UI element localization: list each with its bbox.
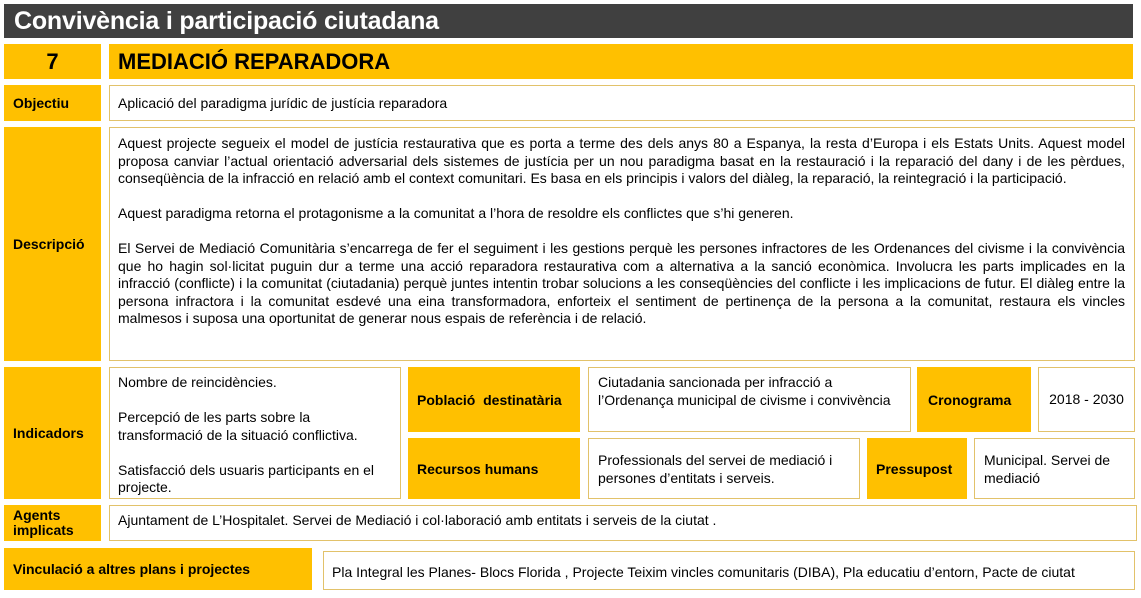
descripcio-paragraph: Aquest paradigma retorna el protagonisme a la comunitat a l’hora de resoldre els conflictes que s’hi generen. — [118, 205, 794, 221]
objectiu-value: Aplicació del paradigma jurídic de justícia reparadora — [109, 85, 1135, 121]
cronograma-value: 2018 - 2030 — [1038, 367, 1135, 432]
page-title: Convivència i participació ciutadana — [4, 4, 1133, 38]
indicador-item: Percepció de les parts sobre la transformació de la situació conflictiva. — [118, 409, 358, 443]
descripcio-text — [109, 127, 1135, 361]
project-number: 7 — [4, 44, 101, 79]
indicadors-label: Indicadors — [4, 367, 101, 499]
recursos-value: Professionals del servei de mediació i persones d’entitats i serveis. — [588, 438, 860, 499]
indicadors-list — [109, 367, 401, 499]
agents-value: Ajuntament de L’Hospitalet. Servei de Mediació i col·laboració amb entitats i serveis de la ciutat . — [109, 505, 1137, 541]
vinculacio-label: Vinculació a altres plans i projectes — [4, 548, 312, 590]
descripcio-label: Descripció — [4, 127, 101, 361]
recursos-label: Recursos humans — [408, 438, 580, 499]
vinculacio-value: Pla Integral les Planes- Blocs Florida , Projecte Teixim vincles comunitaris (DIBA), Pla educatiu d’entorn, Pacte de ciutat — [323, 551, 1135, 590]
indicador-item: Satisfacció dels usuaris participants en el projecte. — [118, 461, 375, 495]
project-title: MEDIACIÓ REPARADORA — [109, 44, 1133, 79]
descripcio-paragraph: Aquest projecte segueix el model de justícia restaurativa que es porta a terme des dels anys 80 a Espanya, la resta d’Europa i els Estats Units. Aquest model proposa canviar l’actual orientació adversarial dels sistemes de justícia per un nou paradigma basat en la restauració i la reparació del dany i de les pèrdues, conseqüència de la infracció en relació amb el context comunitari. Es basa en els principis i valors del diàleg, la reparació, la reintegració i la participació. — [118, 135, 1125, 186]
objectiu-label: Objectiu — [4, 85, 101, 121]
agents-label: Agents implicats — [4, 505, 101, 541]
descripcio-paragraph: El Servei de Mediació Comunitària s’encarrega de fer el seguiment i les gestions perquè les persones infractores de les Ordenances del civisme i la convivència que ho hagin sol·licitat puguin dur a terme una acció reparadora restaurativa com a alternativa a la sanció econòmica. Involucra les parts implicades en la infracció (conflicte) i la comunitat (ciutadania) perquè juntes intentin trobar solucions a les conseqüències del conflicte i les implicacions de futur. El diàleg entre la persona infractora i la comunitat esdevé una eina transformadora, enforteix el sentiment de pertinença de la persona a la comunitat, restaura els vincles malmesos i suposa una oportunitat de generar nous espais de referència i de relació. — [118, 240, 1125, 326]
poblacio-label: Població destinatària — [408, 367, 580, 432]
indicador-item: Nombre de reincidències. — [118, 374, 277, 390]
cronograma-label: Cronograma — [917, 367, 1031, 432]
pressupost-value: Municipal. Servei de mediació — [974, 438, 1135, 499]
pressupost-label: Pressupost — [867, 438, 967, 499]
poblacio-value: Ciutadania sancionada per infracció a l’Ordenança municipal de civisme i convivència — [588, 367, 911, 432]
